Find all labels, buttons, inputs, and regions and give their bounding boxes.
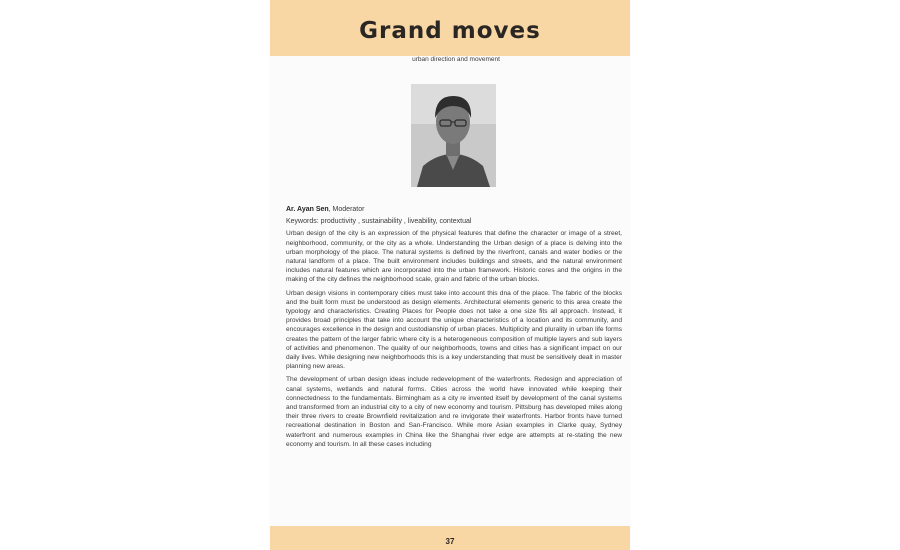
paragraph-3: The development of urban design ideas include redevelopment of the waterfronts. Redesign and appreciation of canal systems, wetlands and natural forms. Cities across the world have innovated while keeping their connectedness to the fundamentals. Birmingham as a city re invented itself by development of the canal systems and transformed from an industrial city to a city of new economy and tourism. Pittsburg has developed miles along their three rivers to create Brownfield revitalization and re invigorate their waterfronts. Harbor fronts have turned recreational destination in Boston and San-Francisco. While more Asian examples in Clarke quay, Sydney waterfront and numerous examples in China like the Shanghai river edge are attempts at re-stating the new economy and tourism. In all these cases including (286, 376, 622, 448)
article-body (286, 205, 622, 453)
author-name: Ar. Ayan Sen (286, 206, 329, 213)
page-title: Grand moves (359, 18, 541, 44)
document-page (270, 0, 630, 550)
keywords-line: Keywords: productivity , sustainability , liveability, contextual (286, 218, 472, 226)
author-role: , Moderator (328, 206, 365, 213)
page-subtitle: urban direction and movement (412, 56, 500, 63)
paragraph-2: Urban design visions in contemporary cities must take into account this dna of the place. The fabric of the blocks and the built form must be understood as design elements. Architectural elements generic to this area create the typology and characteristics. Creating Places for People does not take a one size fits all approach. Instead, it provides broad principles that take into account the unique characteristics of a location and its community, and encourages excellence in the design and custodianship of urban places. Multiplicity and plurality in urban life forms creates the pattern of the larger fabric where city is a heterogeneous composition of multiple layers and sub layers of activities and phenomenon. The quality of our neighborhoods, towns and cities has a significant impact on our daily lives. While designing new neighborhoods this is a key understanding that must be sensitively dealt in master planning new areas. (286, 289, 622, 371)
paragraph-1: Urban design of the city is an expression of the physical features that define the character or image of a street, neighborhood, community, or the city as a whole. Understanding the Urban design of a place is delving into the urban morphology of the place. The natural systems is defined by the riverfront, canals and water bodies or the natural landform of a place. The built environment includes buildings and streets, and the natural environment includes natural features which are incorporated into the urban framework. Historic cores and the origins in the making of the city defines the neighborhood scale, grain and fabric of the urban blocks. (286, 230, 622, 284)
page-number: 37 (445, 537, 455, 546)
author-byline (286, 205, 622, 214)
author-photo (411, 84, 496, 187)
portrait-image (411, 84, 496, 187)
